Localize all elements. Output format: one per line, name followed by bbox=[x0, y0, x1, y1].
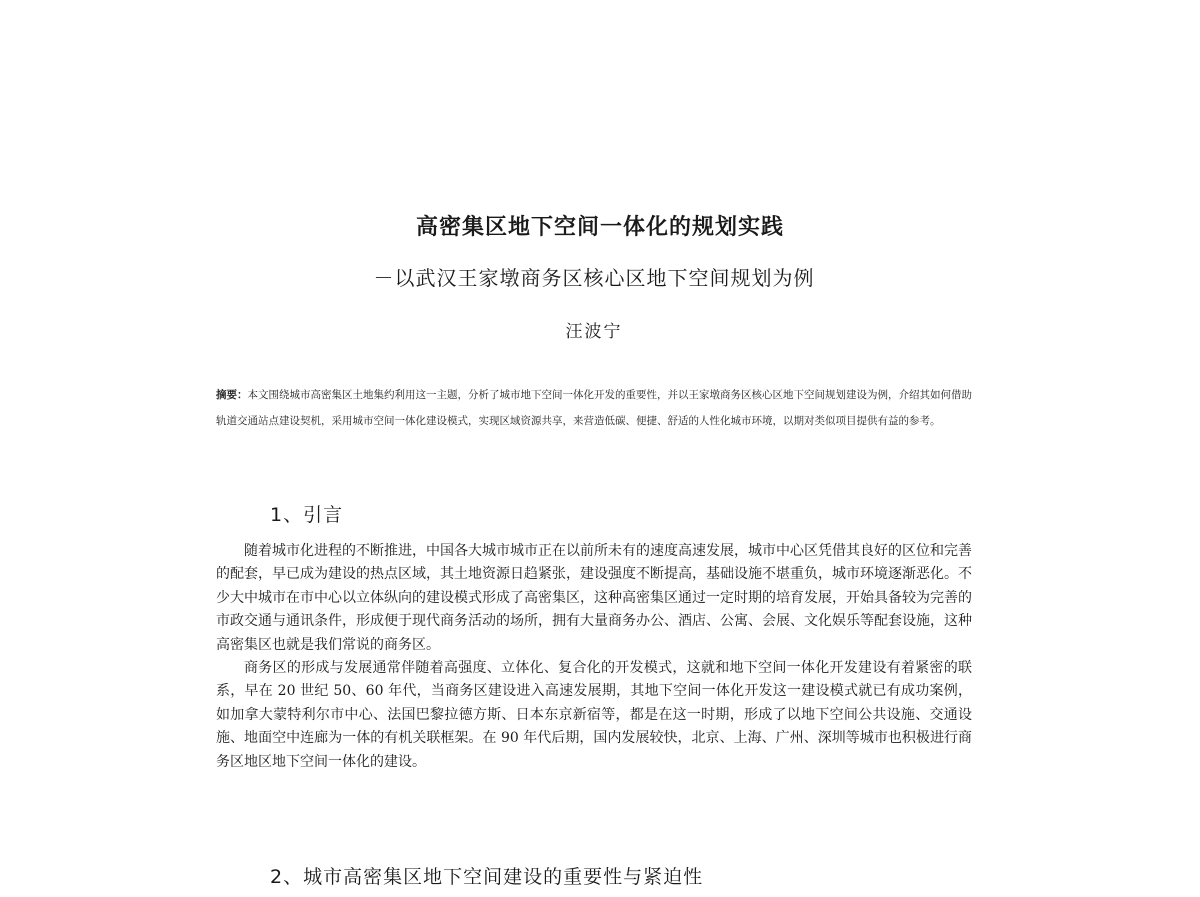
section-heading-importance: 2、城市高密集区地下空间建设的重要性与紧迫性 bbox=[270, 866, 704, 888]
section-body-introduction bbox=[216, 540, 972, 774]
abstract-text: 本文围绕城市高密集区土地集约利用这一主题，分析了城市地下空间一体化开发的重要性，并以王家墩商务区核心区地下空间规划建设为例，介绍其如何借助轨道交通站点建设契机，采用城市空间一体化建设模式，实现区域资源共享，来营造低碳、便捷、舒适的人性化城市环境，以期对类似项目提供有益的参考。 bbox=[216, 389, 972, 427]
paper-author: 汪波宁 bbox=[565, 322, 623, 342]
paragraph: 随着城市化进程的不断推进，中国各大城市城市正在以前所未有的速度高速发展，城市中心区凭借其良好的区位和完善的配套，早已成为建设的热点区域，其土地资源日趋紧张，建设强度不断提高，基础设施不堪重负，城市环境逐渐恶化。不少大中城市在市中心以立体纵向的建设模式形成了高密集区，这种高密集区通过一定时期的培育发展，开始具备较为完善的市政交通与通讯条件，形成便于现代商务活动的场所，拥有大量商务办公、酒店、公寓、会展、文化娱乐等配套设施，这种高密集区也就是我们常说的商务区。 bbox=[216, 543, 972, 653]
section-heading-introduction: 1、引言 bbox=[270, 504, 344, 526]
abstract bbox=[216, 382, 972, 434]
paper-title: 高密集区地下空间一体化的规划实践 bbox=[415, 215, 784, 240]
paper-subtitle: －以武汉王家墩商务区核心区地下空间规划为例 bbox=[373, 266, 815, 290]
paragraph: 商务区的形成与发展通常伴随着高强度、立体化、复合化的开发模式，这就和地下空间一体化开发建设有着紧密的联系，早在 20 世纪 50、60 年代，当商务区建设进入高速发展期，其地下空间一体化开发这一建设模式就已有成功案例，如加拿大蒙特利尔市中心、法国巴黎拉德方斯、日本东京新宿等，都是在这一时期，形成了以地下空间公共设施、交通设施、地面空中连廊为一体的有机关联框架。在 90 年代后期，国内发展较快，北京、上海、广州、深圳等城市也积极进行商务区地区地下空间一体化的建设。 bbox=[216, 660, 972, 770]
abstract-label: 摘要： bbox=[216, 389, 248, 401]
